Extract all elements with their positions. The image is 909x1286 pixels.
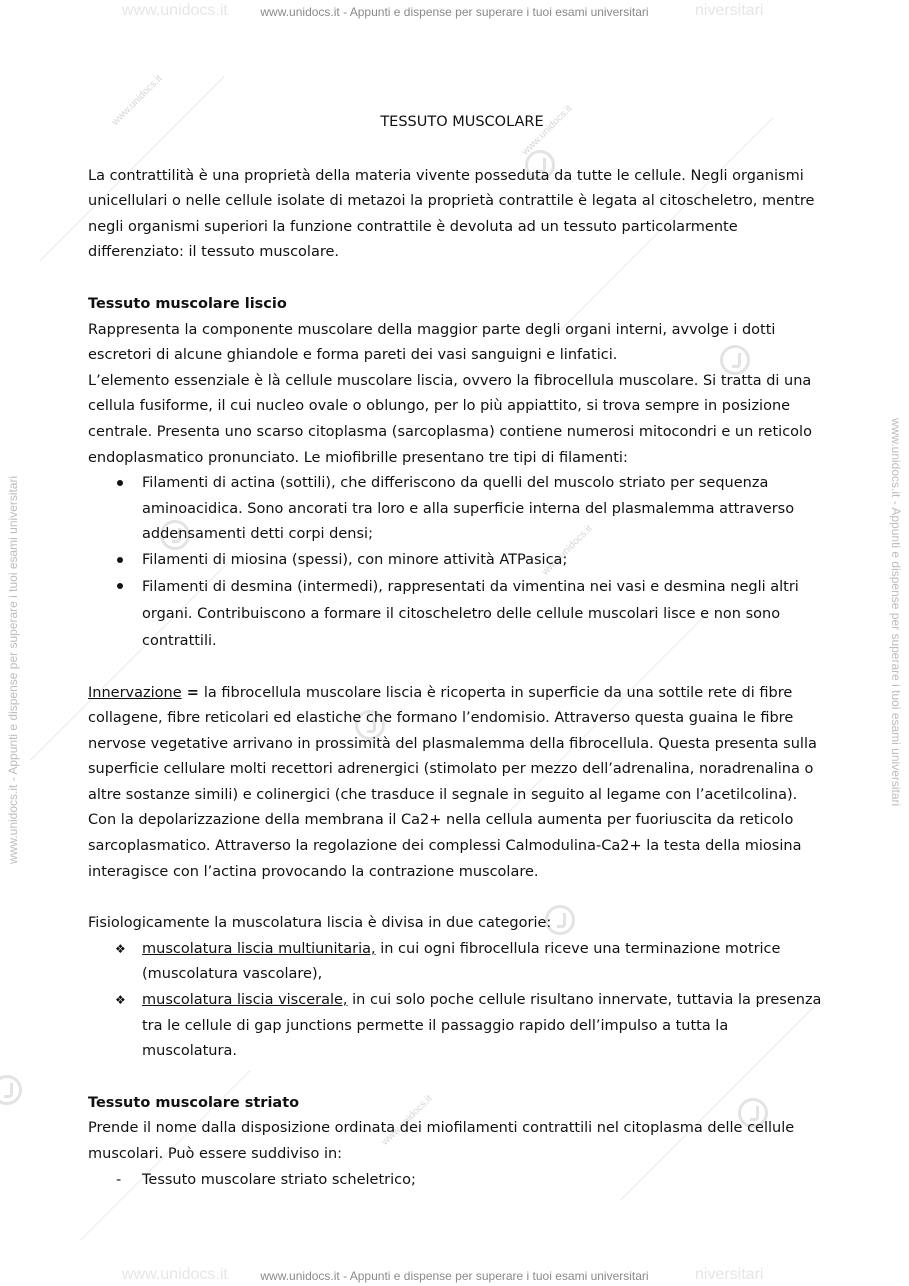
diagonal-watermark: www.unidocs.it [380, 1093, 435, 1148]
striated-muscle-heading: Tessuto muscolare striato [88, 1094, 300, 1111]
list-item [88, 471, 826, 548]
header-watermark-ghost: www.unidocs.it [122, 2, 228, 19]
category-term: muscolatura liscia multiunitaria, [142, 940, 376, 957]
list-item [88, 937, 826, 988]
dash-bullet-icon: - [116, 1171, 122, 1188]
list-item-text: Tessuto muscolare striato scheletrico; [142, 1171, 416, 1188]
document-title: TESSUTO MUSCOLARE [380, 114, 544, 130]
diagonal-watermark: www.unidocs.it [110, 73, 165, 128]
list-item-text: Filamenti di desmina (intermedi), rappresentati da vimentina nei vasi e desmina negli altri organi. Contribuiscono a formare il citoscheletro delle cellule muscolari lisce e non sono contrattili. [142, 578, 799, 649]
physiology-intro: Fisiologicamente la muscolatura liscia è divisa in due categorie: [88, 915, 552, 932]
header-watermark-ghost-tail: niversitari [695, 2, 764, 19]
list-item [88, 574, 826, 655]
striated-list [88, 1168, 826, 1194]
left-side-watermark: www.unidocs.it - Appunti e dispense per superare i tuoi esami universitari [6, 475, 20, 864]
list-item-text: Filamenti di miosina (spessi), con minore attività ATPasica; [142, 551, 568, 568]
footer-watermark: www.unidocs.it - Appunti e dispense per superare i tuoi esami universitari [260, 1269, 649, 1283]
filament-list [88, 471, 826, 654]
unidocs-logo-icon [0, 1075, 22, 1105]
diamond-bullet-icon: ❖ [115, 993, 126, 1008]
document-body [88, 110, 826, 1193]
footer-watermark-ghost-tail: niversitari [695, 1266, 764, 1283]
smooth-paragraph-2: L’elemento essenziale è là cellule muscolare liscia, ovvero la fibrocellula muscolare. Si tratta di una cellula fusiforme, il cui nucleo ovale o oblungo, per lo più appiattito, si trova sempre in posizione centrale. Presenta uno scarso citoplasma (sarcoplasma) contiene numerosi mitocondri e un reticolo endoplasmatico pronunciato. Le miofibrille presentano tre tipi di filamenti: [88, 372, 812, 466]
innervation-label: Innervazione [88, 684, 182, 701]
innervation-text: la fibrocellula muscolare liscia è ricoperta in superficie da una sottile rete di fibre collagene, fibre reticolari ed elastiche che formano l’endomisio. Attraverso questa guaina le fibre nervose vegetative arrivano in prossimità del plasmalemma della fibrocellula. Questa presenta sulla superficie cellulare molti recettori adrenergici (stimolato per mezzo dell’adrenalina, noradrenalina o altre sostanze simili) e colinergici (che trasduce il segnale in seguito al legame con l’acetilcolina). Con la depolarizzazione della membrana il Ca2+ nella cellula aumenta per fuoriuscita da reticolo sarcoplasmatico. Attraverso la regolazione dei complessi Calmodulina-Ca2+ la testa della miosina interagisce con l’actina provocando la contrazione muscolare. [88, 684, 817, 880]
category-text: in cui solo poche cellule risultano innervate, tuttavia la presenza tra le cellule di gap junctions permette il passaggio rapido dell’impulso a tutta la muscolatura. [142, 992, 822, 1060]
list-item-text: Filamenti di actina (sottili), che differiscono da quelli del muscolo striato per sequenza aminoacidica. Sono ancorati tra loro e alla superficie interna del plasmalemma attraverso addensamenti detti corpi densi; [142, 475, 795, 543]
list-item [88, 548, 826, 574]
muscle-category-list [88, 937, 826, 1065]
list-item [88, 1168, 826, 1194]
list-item [88, 988, 826, 1065]
header-watermark: www.unidocs.it - Appunti e dispense per superare i tuoi esami universitari [260, 5, 649, 19]
smooth-paragraph-1: Rappresenta la componente muscolare della maggior parte degli organi interni, avvolge i dotti escretori di alcune ghiandole e forma pareti dei vasi sanguigni e linfatici. [88, 321, 776, 364]
diagonal-watermark: www.unidocs.it [520, 103, 575, 158]
category-term: muscolatura liscia viscerale, [142, 992, 348, 1009]
diagonal-watermark: www.unidocs.it [540, 523, 595, 578]
innervation-paragraph [88, 681, 826, 886]
intro-paragraph: La contrattilità è una proprietà della materia vivente posseduta da tutte le cellule. Negli organismi unicellulari o nelle cellule isolate di metazoi la proprietà contrattile è legata al citoscheletro, mentre negli organismi superiori la funzione contrattile è devoluta ad un tessuto particolarmente differenziato: il tessuto muscolare. [88, 167, 815, 261]
striated-paragraph-1: Prende il nome dalla disposizione ordinata dei miofilamenti contrattili nel citoplasma delle cellule muscolari. Può essere suddiviso in: [88, 1120, 795, 1162]
footer-watermark-ghost: www.unidocs.it [122, 1266, 228, 1283]
innervation-separator: = [181, 684, 204, 701]
smooth-muscle-heading: Tessuto muscolare liscio [88, 295, 287, 312]
category-text: in cui ogni fibrocellula riceve una terminazione motrice (muscolatura vascolare), [142, 940, 781, 983]
diamond-bullet-icon: ❖ [115, 941, 126, 956]
right-side-watermark: www.unidocs.it - Appunti e dispense per superare i tuoi esami universitari [889, 418, 903, 807]
